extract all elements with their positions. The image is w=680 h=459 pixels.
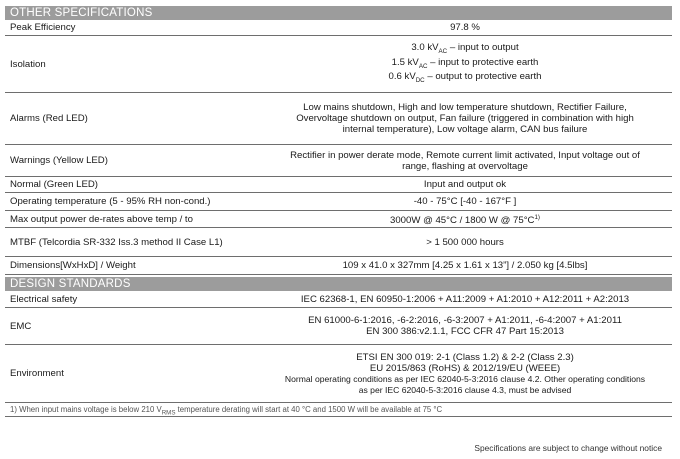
row-derate xyxy=(5,211,672,228)
isolation-line: 3.0 $kV_{AC}$ – input to output xyxy=(411,41,519,55)
isolation-line: 1.5 $kV_{AC}$ – input to protective earth xyxy=(391,56,539,70)
isolation-line: 0.6 $kV_{DC}$ – output to protective earth xyxy=(388,71,542,85)
label-emc: EMC xyxy=(10,320,32,332)
warnings-line: Rectifier in power derate mode, Remote current limit activated, Input voltage out of xyxy=(290,149,640,161)
section-header-other-specifications: OTHER SPECIFICATIONS xyxy=(5,6,672,20)
row-peak-efficiency xyxy=(5,20,672,36)
emc-line: EN 61000-6-1:2016, -6-2:2016, -6-3:2007 + A1:2011, -6-4:2007 + A1:2011 xyxy=(308,315,622,326)
row-normal xyxy=(5,177,672,193)
environment-note-line: Normal operating conditions as per IEC 62040-5-3:2016 clause 4.2. Other operating conditions xyxy=(284,373,646,384)
alarms-line: internal temperature), Low voltage alarm, CAN bus failure xyxy=(342,124,588,135)
row-dimensions xyxy=(5,257,672,275)
value-electrical-safety: IEC 62368-1, EN 60950-1:2006 + A11:2009 + A1:2010 + A12:2011 + A2:2013 xyxy=(300,293,630,305)
label-operating-temperature: Operating temperature (5 - 95% RH non-cond.) xyxy=(10,196,211,207)
value-mtbf: > 1 500 000 hours xyxy=(426,236,504,248)
row-mtbf xyxy=(5,228,672,257)
row-emc xyxy=(5,308,672,345)
disclaimer-note: Specifications are subject to change without notice xyxy=(474,443,662,453)
specifications-sheet xyxy=(5,6,672,417)
value-warnings xyxy=(258,150,672,172)
row-operating-temperature xyxy=(5,193,672,211)
row-isolation xyxy=(5,36,672,93)
alarms-line: Low mains shutdown, High and low temperature shutdown, Rectifier Failure, xyxy=(303,102,627,113)
row-electrical-safety xyxy=(5,291,672,308)
label-mtbf: MTBF (Telcordia SR-332 Iss.3 method II Case L1) xyxy=(10,236,223,248)
warnings-line: range, flashing at overvoltage xyxy=(402,160,528,172)
label-environment: Environment xyxy=(10,368,64,379)
row-warnings xyxy=(5,145,672,177)
label-alarms: Alarms (Red LED) xyxy=(10,113,88,124)
value-normal: Input and output ok xyxy=(423,179,507,190)
value-isolation xyxy=(258,42,672,87)
environment-line: ETSI EN 300 019: 2-1 (Class 1.2) & 2-2 (Class 2.3) xyxy=(356,351,574,363)
value-peak-efficiency: 97.8 % xyxy=(450,22,480,33)
value-alarms xyxy=(258,102,672,135)
label-derate: Max output power de-rates above temp / to xyxy=(10,213,193,225)
label-peak-efficiency: Peak Efficiency xyxy=(10,22,76,33)
row-environment xyxy=(5,345,672,403)
label-warnings: Warnings (Yellow LED) xyxy=(10,155,108,166)
label-electrical-safety: Electrical safety xyxy=(10,293,78,305)
environment-note-line: as per IEC 62040-5-3:2016 clause 4.3, must be advised xyxy=(358,384,572,395)
section-header-design-standards: DESIGN STANDARDS xyxy=(5,277,672,291)
value-derate: 3000W @ 45°C / 1800 W @ $75^\circ C^{1)}$ xyxy=(390,213,540,227)
value-operating-temperature: -40 - 75°C [-40 - 167°F ] xyxy=(413,196,517,207)
footnote: 1) When input mains voltage is below 210 $V_{RMS}$ temperature derating will start at 40 °C and 1500 W will be available at 75 °C xyxy=(5,403,672,417)
label-dimensions: Dimensions[WxHxD] / Weight xyxy=(10,260,136,271)
value-dimensions: 109 x 41.0 x 327mm [4.25 x 1.61 x 13”] / 2.050 kg [4.5lbs] xyxy=(342,260,588,271)
alarms-line: Overvoltage shutdown on output, Fan failure (triggered in combination with high xyxy=(296,113,634,124)
value-environment xyxy=(258,352,672,396)
label-isolation: Isolation xyxy=(10,58,46,70)
value-emc xyxy=(258,315,672,337)
environment-line: EU 2015/863 (RoHS) & 2012/19/EU (WEEE) xyxy=(369,362,561,374)
label-normal: Normal (Green LED) xyxy=(10,179,98,190)
emc-line: EN 300 386:v2.1.1, FCC CFR 47 Part 15:2013 xyxy=(366,326,564,337)
row-alarms xyxy=(5,93,672,145)
